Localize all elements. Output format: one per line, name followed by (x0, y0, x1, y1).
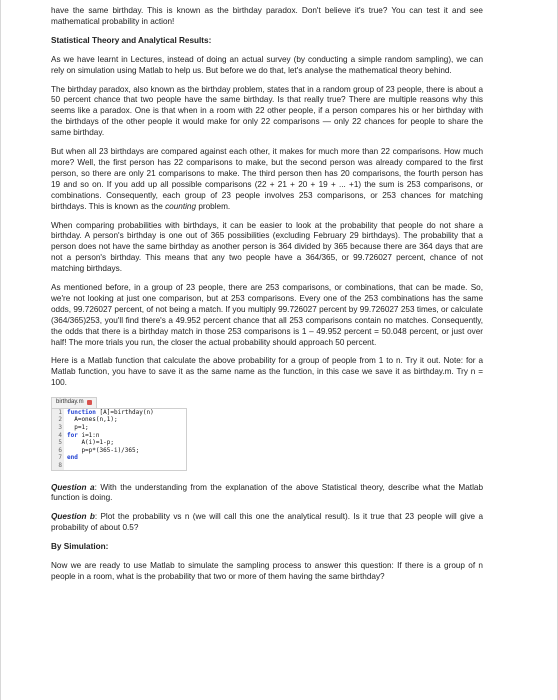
editor-tab[interactable] (51, 397, 97, 408)
counting-term: counting (165, 201, 197, 211)
code-text: [A]=birthday(n) (95, 408, 154, 416)
line-number: 3 (58, 423, 62, 431)
line-number: 5 (58, 439, 62, 447)
code-keyword: function (67, 408, 96, 416)
statistical-theory-heading: Statistical Theory and Analytical Results: (51, 35, 212, 45)
question-a-text: : With the understanding from the explanation of the above Statistical theory, describe what the Matlab function is doing. (51, 482, 483, 503)
line-number-gutter (52, 409, 64, 470)
line-number: 1 (58, 408, 62, 416)
code-text (78, 454, 82, 461)
code-line (67, 416, 154, 424)
paragraph-matlab-function-intro: Here is a Matlab function that calculate the above probability for a group of people from 1 to n. Try it out. Note: for a Matlab function, you have to save it as the same name as the function, in this case we save it as birthday.m. Try n = 100. (51, 356, 483, 388)
code-text: A=ones(n,1); (67, 416, 118, 424)
code-text: p=1; (67, 423, 89, 431)
line-number: 2 (58, 416, 62, 424)
editor-body[interactable] (51, 408, 187, 471)
line-number: 8 (58, 461, 62, 469)
code-line (67, 409, 154, 417)
paragraph-simulation-intro: As we have learnt in Lectures, instead of doing an actual survey (by conducting a simple random sampling), we can rely on simulation using Matlab to help us. But before we do that, let's analyse the mathematical theory behind. (51, 54, 483, 75)
line-number: 7 (58, 454, 62, 462)
code-line (67, 424, 154, 432)
matlab-editor (51, 397, 187, 470)
question-b (51, 512, 483, 534)
comparisons-text: But when all 23 birthdays are compared against each other, it makes for much more than 22 comparisons. How much more? Well, the first person has 22 comparisons to make, but the second person was already compared to the first person, so there are only 21 comparisons to make. The third person then has 20 comparisons, the fourth person has 19 and so on. If you add up all possible comparisons (22 + 21 + 20 + 19 + ... +1) the sum is 253 comparisons, or combinations. Consequently, each group of 23 people involves 253 comparisons, or 253 chances for matching birthdays. This is known as the (51, 147, 483, 211)
editor-tab-label: birthday.m (56, 399, 84, 406)
paragraph-simulation: Now we are ready to use Matlab to simulate the sampling process to answer this question: If there is a group of n people in a room, what is the probability that two or more of them having the same birthday? (51, 561, 483, 581)
question-b-text: : Plot the probability vs n (we will call this one the analytical result). Is it true that 23 people will give a probability of about 0.5? (51, 512, 483, 533)
code-text: i=1:n (77, 431, 100, 439)
comparisons-text-end: problem. (196, 201, 231, 211)
question-b-label: Question b (51, 512, 95, 522)
paragraph-birthday-paradox: The birthday paradox, also known as the birthday problem, states that in a random group of 23 people, there is about a 50 percent chance that two people have the same birthday. Is that really true? There are multiple reasons why this seems like a paradox. One is that when in a room with 22 other people, if a person compares his or her birthday with the birthdays of the other people it would make for only 22 comparisons — only 22 chances for people to share the same birthday. (51, 84, 483, 138)
line-number: 4 (58, 431, 62, 439)
code-line (67, 447, 154, 455)
code-line (67, 432, 154, 440)
line-number: 6 (58, 446, 62, 454)
code-area[interactable] (64, 409, 154, 470)
code-line (67, 439, 154, 447)
code-keyword: end (67, 454, 78, 462)
paragraph-probability-not-sharing: When comparing probabilities with birthdays, it can be easier to look at the probability that people do not share a birthday. A person's birthday is one out of 365 possibilities (excluding February 29 birthdays). The probability that a person does not have the same birthday as another person is 364 divided by 365 because there are 364 days that are not a person's birthday. This means that any two people have a 364/365, or 99.726027 percent, chance of not matching birthdays. (51, 220, 483, 274)
code-text (67, 462, 71, 469)
document-content (51, 6, 483, 591)
code-text: p=p*(365-i)/365; (67, 446, 140, 454)
code-text: A(i)=1-p; (67, 439, 114, 447)
paragraph-253-combinations: As mentioned before, in a group of 23 people, there are 253 comparisons, or combinations, that can be made. So, we're not looking at just one comparison, but at 253 comparisons. Every one of the 253 combinations has the same odds, 99.726027 percent, of not being a match. If you multiply 99.726027 percent by 99.726027 253 times, or calculate (364/365)253, you'll find there's a 49.952 percent chance that all 253 comparisons contain no matches. Consequently, the odds that there is a birthday match in those 253 comparisons is 1 – 49.952 percent = 50.048 percent, or just over half! The more trials you run, the closer the actual probability should approach 50 percent. (51, 283, 483, 347)
code-keyword: for (67, 431, 78, 439)
paragraph-comparisons (51, 147, 483, 212)
code-line (67, 462, 154, 470)
intro-paragraph: have the same birthday. This is known as the birthday paradox. Don't believe it's true? You can test it and see mathematical probability in action! (51, 6, 483, 26)
question-a-label: Question a (51, 482, 95, 492)
code-line (67, 454, 154, 462)
question-a (51, 483, 483, 505)
close-tab-icon[interactable] (87, 400, 92, 405)
simulation-heading: By Simulation: (51, 542, 109, 552)
